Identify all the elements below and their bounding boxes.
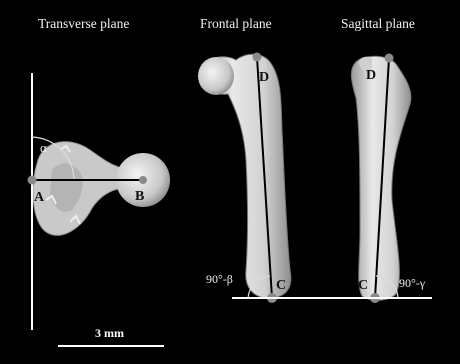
marker-a bbox=[28, 176, 37, 185]
frontal-point-d-label: D bbox=[259, 70, 270, 85]
frontal-panel bbox=[198, 53, 291, 304]
frontal-angle-label: 90°-β bbox=[206, 272, 233, 286]
marker-b bbox=[139, 176, 147, 184]
point-b-label: B bbox=[135, 189, 145, 204]
point-a-label: A bbox=[34, 190, 45, 205]
frontal-femoral-head bbox=[198, 57, 234, 95]
frontal-point-c-label: C bbox=[276, 278, 287, 293]
sagittal-angle-label: 90°-γ bbox=[399, 276, 426, 290]
transverse-panel bbox=[28, 73, 171, 330]
scale-bar-label: 3 mm bbox=[95, 326, 124, 340]
sagittal-point-c-label: C bbox=[358, 278, 369, 293]
sagittal-point-d-label: D bbox=[366, 68, 377, 83]
transverse-title: Transverse plane bbox=[38, 16, 130, 31]
frontal-title: Frontal plane bbox=[200, 16, 272, 31]
marker-d-sagittal bbox=[385, 54, 394, 63]
sagittal-title: Sagittal plane bbox=[341, 16, 415, 31]
sagittal-panel bbox=[351, 54, 411, 304]
alpha-label: α bbox=[40, 140, 47, 155]
marker-d-frontal bbox=[253, 53, 262, 62]
